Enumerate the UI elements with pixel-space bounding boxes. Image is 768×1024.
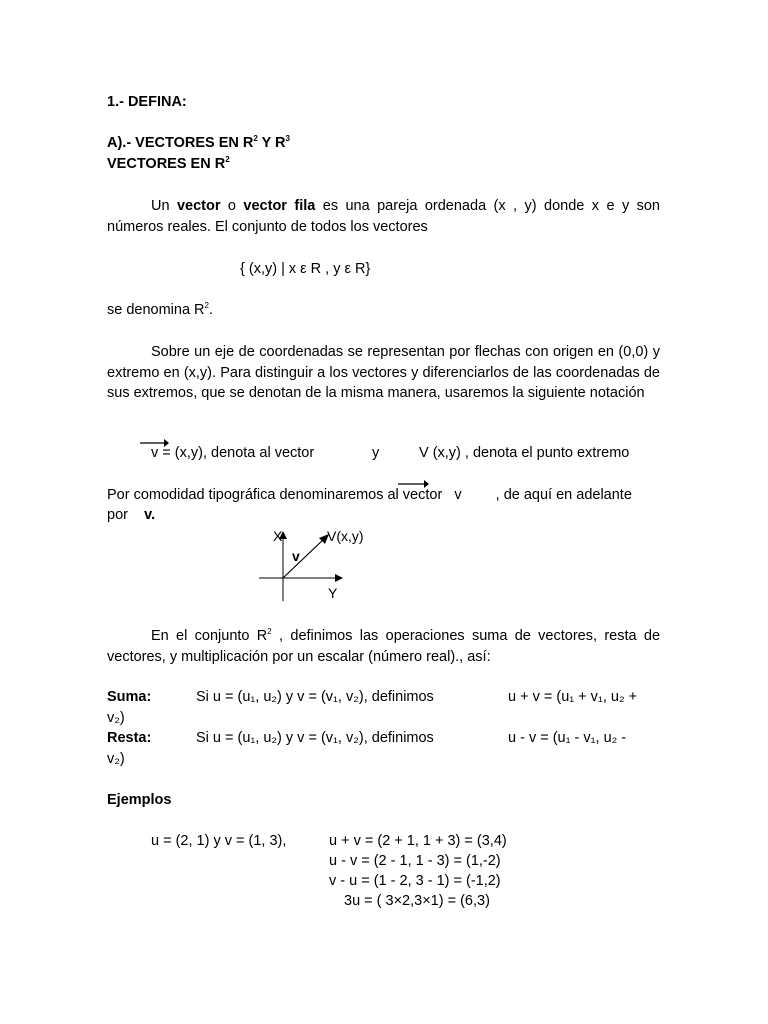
paragraph-operations: En el conjunto $R^2$ , definimos las operaciones suma de vectores, resta de vectores, y multiplicación por un escalar (número real)., así:	[107, 627, 661, 665]
heading-vectores-r2-r3: A).- VECTORES EN $R^2$ Y $R^3$	[107, 134, 290, 151]
notation-point: V (x,y) , denota el punto extremo	[419, 445, 630, 461]
notation-y: y	[372, 445, 380, 461]
denomination-line: se denomina $R^2$.	[107, 301, 214, 318]
ejemplo-line: v - u = (1 - 2, 3 - 1) = (-1,2)	[329, 873, 501, 889]
paragraph-typographic: Por comodidad tipográfica denominaremos al vector v , de aquí en adelante	[107, 487, 632, 503]
heading-defina: 1.- DEFINA:	[107, 94, 187, 110]
ejemplo-given: u = (2, 1) y v = (1, 3),	[151, 833, 287, 849]
ejemplo-line: u + v = (2 + 1, 1 + 3) = (3,4)	[329, 833, 507, 849]
suma-definition: Si u = (u₁, u₂) y v = (v₁, v₂), definimos	[196, 689, 434, 705]
resta-result: u - v = (u₁ - v₁, u₂ -	[508, 730, 627, 746]
vector-diagram	[255, 525, 365, 605]
ejemplo-line: 3u = ( 3×2,3×1) = (6,3)	[344, 893, 490, 909]
set-formula: { (x,y) | x ε R , y ε R}	[240, 261, 371, 277]
suma-result: u + v = (u₁ + v₁, u₂ +	[508, 689, 638, 705]
vector-label: v	[292, 548, 300, 564]
resta-definition: Si u = (u₁, u₂) y v = (v₁, v₂), definimos	[196, 730, 434, 746]
paragraph-definition: Un vector o vector fila es una pareja ordenada (x , y) donde x e y son números reales. El conjunto de todos los vectores	[107, 198, 660, 235]
ejemplo-line: u - v = (2 - 1, 1 - 3) = (1,-2)	[329, 853, 501, 869]
vector-line	[283, 537, 326, 578]
suma-label: Suma:	[107, 689, 152, 705]
ejemplos-heading: Ejemplos	[107, 792, 172, 808]
resta-label: Resta:	[107, 730, 152, 746]
por-line: por v.	[107, 507, 156, 523]
suma-continuation: v₂)	[107, 710, 125, 726]
point-label: V(x,y)	[327, 528, 364, 544]
x-axis-label: X	[273, 528, 283, 544]
horizontal-axis-arrowhead	[335, 574, 343, 582]
notation-vector: v = (x,y), denota al vector	[151, 445, 315, 461]
resta-continuation: v₂)	[107, 751, 125, 767]
paragraph-notation-intro: Sobre un eje de coordenadas se representan por flechas con origen en (0,0) y extremo en (x,y). Para distinguir a los vectores y diferenciarlos de las coordenadas de sus extremos, que se denotan de la misma manera, usaremos la siguiente notación	[107, 344, 660, 401]
y-axis-label: Y	[328, 585, 338, 601]
vector-arrow-icon-2	[396, 477, 430, 489]
heading-vectores-r2: VECTORES EN $R^2$	[107, 155, 230, 172]
